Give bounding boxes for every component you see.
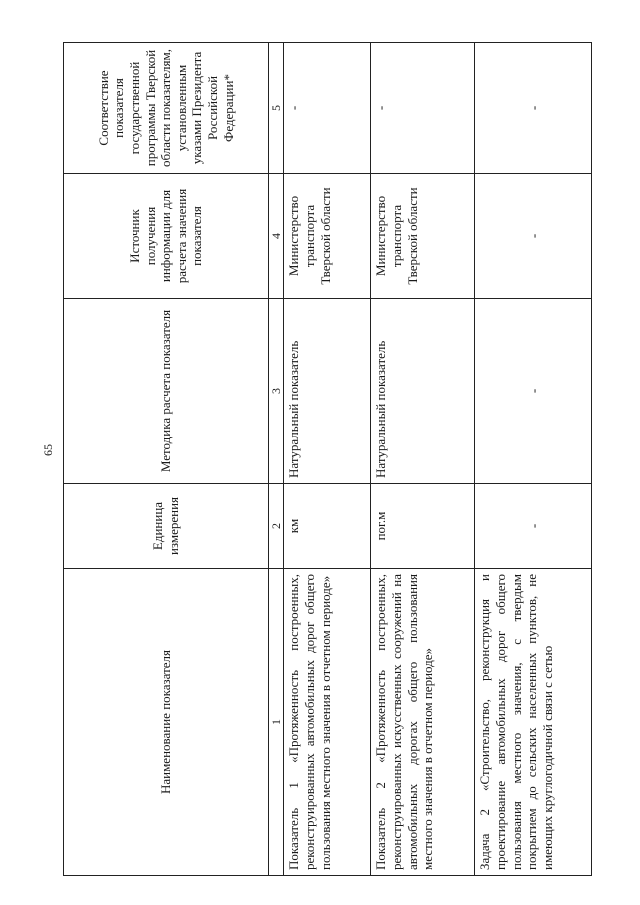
- header-unit: Единица измерения: [64, 484, 269, 569]
- indicator-name: Показатель 2 «Протяженность построенных, реконструированных искусственных сооружений на автомобильных дорогах общего пользования местного значения в отчетном периоде»: [371, 569, 475, 876]
- rotated-table-container: [63, 43, 580, 876]
- indicator-compliance: -: [371, 43, 475, 174]
- column-number: 4: [269, 174, 284, 299]
- task-compliance: -: [475, 43, 592, 174]
- page-number: 65: [41, 444, 55, 456]
- header-compliance: Соответствие показателя государственной программы Тверской области показателям, установленным указами Президента Российской Федерации*: [64, 43, 269, 174]
- indicator-method: Натуральный показатель: [371, 299, 475, 484]
- header-row: [64, 43, 269, 876]
- task-name: Задача 2 «Строительство, реконструкция и проектирование автомобильных дорог общего пользования местного значения, с твердым покрытием до сельских населенных пунктов, не имеющих круглогодичной связи с сетью: [475, 569, 592, 876]
- table-row: [475, 43, 592, 876]
- table-row: [284, 43, 371, 876]
- task-source: -: [475, 174, 592, 299]
- column-number-row: [269, 43, 284, 876]
- indicator-compliance: -: [284, 43, 371, 174]
- indicator-name: Показатель 1 «Протяженность построенных, реконструированных автомобильных дорог общего пользования местного значения в отчетном периоде»: [284, 569, 371, 876]
- column-number: 1: [269, 569, 284, 876]
- column-number: 5: [269, 43, 284, 174]
- header-source: Источник получения информации для расчета значения показателя: [64, 174, 269, 299]
- indicator-unit: км: [284, 484, 371, 569]
- header-name: Наименование показателя: [64, 569, 269, 876]
- indicator-unit: пог.м: [371, 484, 475, 569]
- column-number: 2: [269, 484, 284, 569]
- table-row: [371, 43, 475, 876]
- indicator-source: Министерство транспорта Тверской области: [284, 174, 371, 299]
- header-method: Методика расчета показателя: [64, 299, 269, 484]
- indicator-method: Натуральный показатель: [284, 299, 371, 484]
- indicators-table: [63, 42, 592, 876]
- task-method: -: [475, 299, 592, 484]
- column-number: 3: [269, 299, 284, 484]
- indicator-source: Министерство транспорта Тверской области: [371, 174, 475, 299]
- task-unit: -: [475, 484, 592, 569]
